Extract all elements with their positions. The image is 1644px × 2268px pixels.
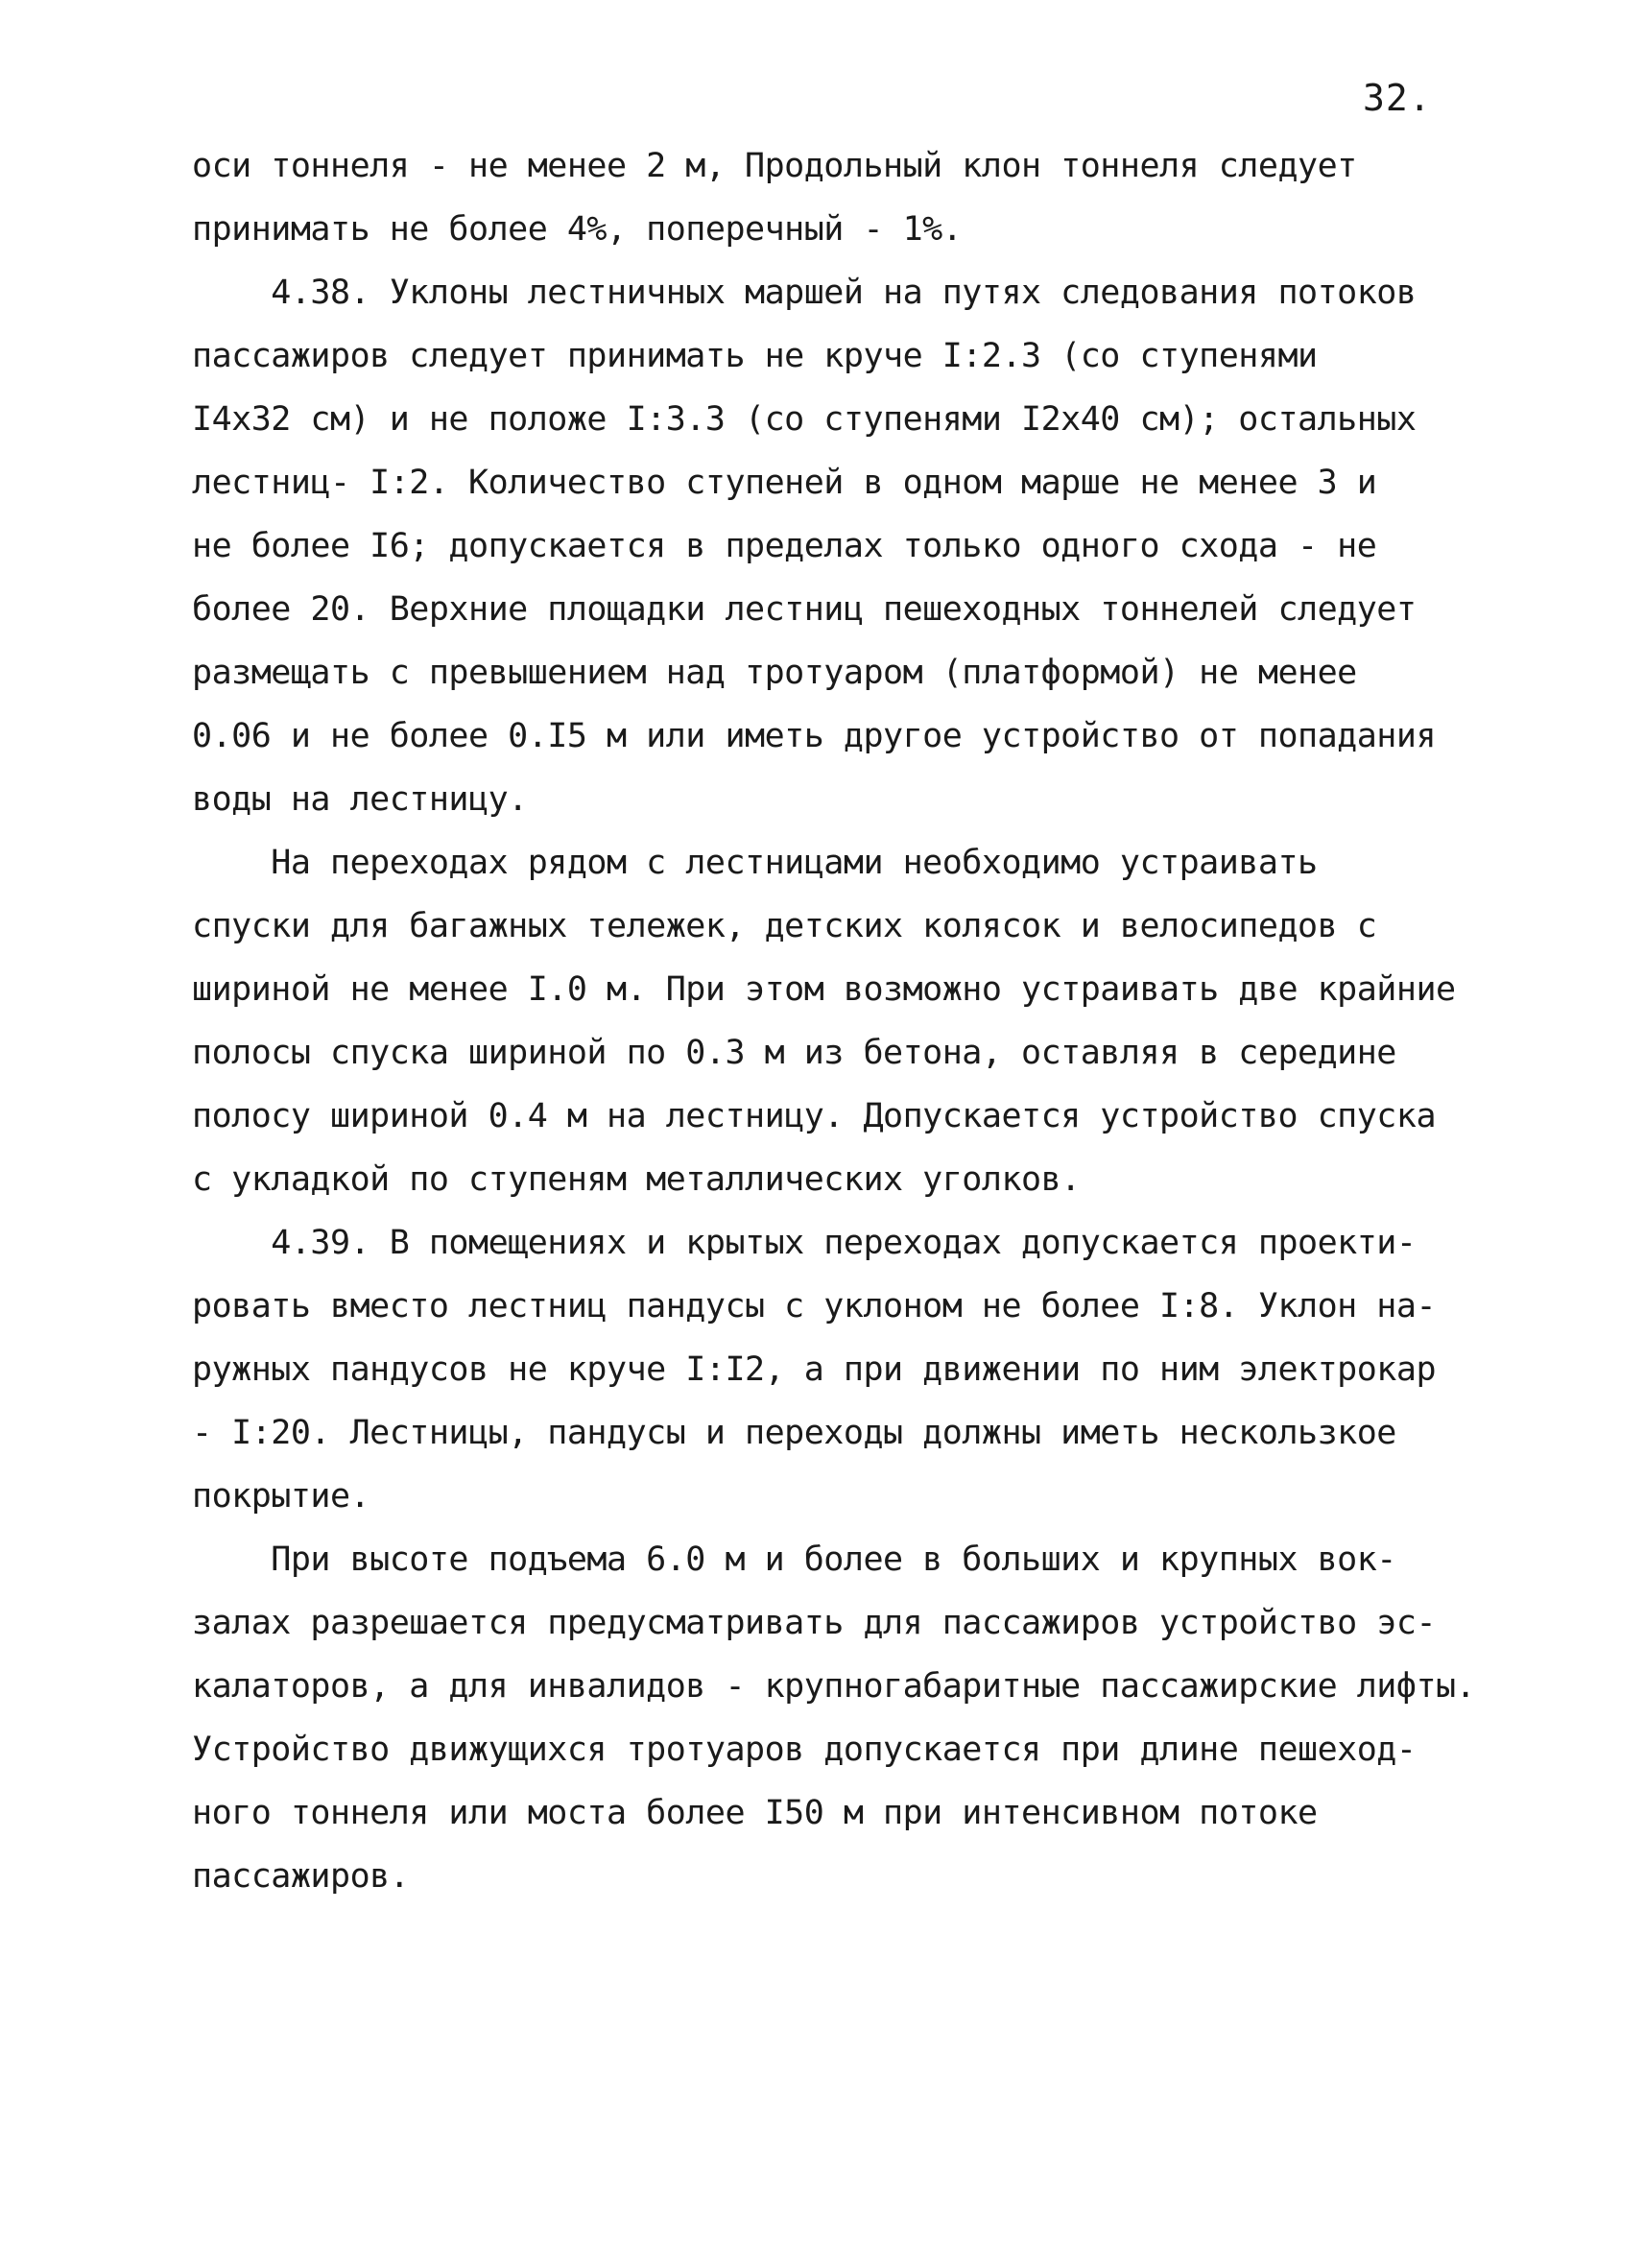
text-line: воды на лестницу. <box>192 780 528 819</box>
paragraph-transitions-start: На переходах рядом с лестницами необходимо устраивать <box>192 844 1318 882</box>
text-line: более 20. Верхние площадки лестниц пешеходных тоннелей следует <box>192 590 1417 629</box>
text-line: 0.06 и не более 0.I5 м или иметь другое устройство от попадания <box>192 717 1437 755</box>
text-line: ровать вместо лестниц пандусы с уклоном не более I:8. Уклон на- <box>192 1287 1437 1325</box>
text-line: пассажиров. <box>192 1857 410 1896</box>
document-body <box>192 134 1476 1908</box>
text-line: калаторов, а для инвалидов - крупногабаритные пассажирские лифты. <box>192 1667 1476 1706</box>
text-line: залах разрешается предусматривать для пассажиров устройство эс- <box>192 1604 1437 1642</box>
paragraph-escalators-start: При высоте подъема 6.0 м и более в больших и крупных вок- <box>192 1540 1396 1579</box>
text-line: полосы спуска шириной по 0.3 м из бетона, оставляя в середине <box>192 1034 1396 1072</box>
text-line: полосу шириной 0.4 м на лестницу. Допускается устройство спуска <box>192 1097 1437 1135</box>
text-line: с укладкой по ступеням металлических уголков. <box>192 1160 1081 1199</box>
text-line: ного тоннеля или моста более I50 м при интенсивном потоке <box>192 1794 1318 1832</box>
paragraph-4-39-start: 4.39. В помещениях и крытых переходах допускается проекти- <box>192 1224 1417 1262</box>
text-line: шириной не менее I.0 м. При этом возможно устраивать две крайние <box>192 970 1456 1009</box>
text-line: принимать не более 4%, поперечный - 1%. <box>192 210 963 249</box>
text-line: покрытие. <box>192 1477 370 1516</box>
text-line: ружных пандусов не круче I:I2, а при движении по ним электрокар <box>192 1350 1437 1389</box>
paragraph-4-38-start: 4.38. Уклоны лестничных маршей на путях следования потоков <box>192 274 1417 312</box>
text-line: пассажиров следует принимать не круче I:2.3 (со ступенями <box>192 337 1318 375</box>
page-number: 32. <box>1363 77 1432 119</box>
text-line: оси тоннеля - не менее 2 м, Продольный клон тоннеля следует <box>192 147 1357 185</box>
text-line: I4x32 см) и не положе I:3.3 (со ступенями I2x40 см); остальных <box>192 400 1417 439</box>
text-line: Устройство движущихся тротуаров допускается при длине пешеход- <box>192 1731 1417 1769</box>
text-line: - I:20. Лестницы, пандусы и переходы должны иметь нескользкое <box>192 1414 1396 1452</box>
text-line: размещать с превышением над тротуаром (платформой) не менее <box>192 654 1357 692</box>
text-line: спуски для багажных тележек, детских колясок и велосипедов с <box>192 907 1377 945</box>
text-line: лестниц- I:2. Количество ступеней в одном марше не менее 3 и <box>192 464 1377 502</box>
text-line: не более I6; допускается в пределах только одного схода - не <box>192 527 1377 565</box>
